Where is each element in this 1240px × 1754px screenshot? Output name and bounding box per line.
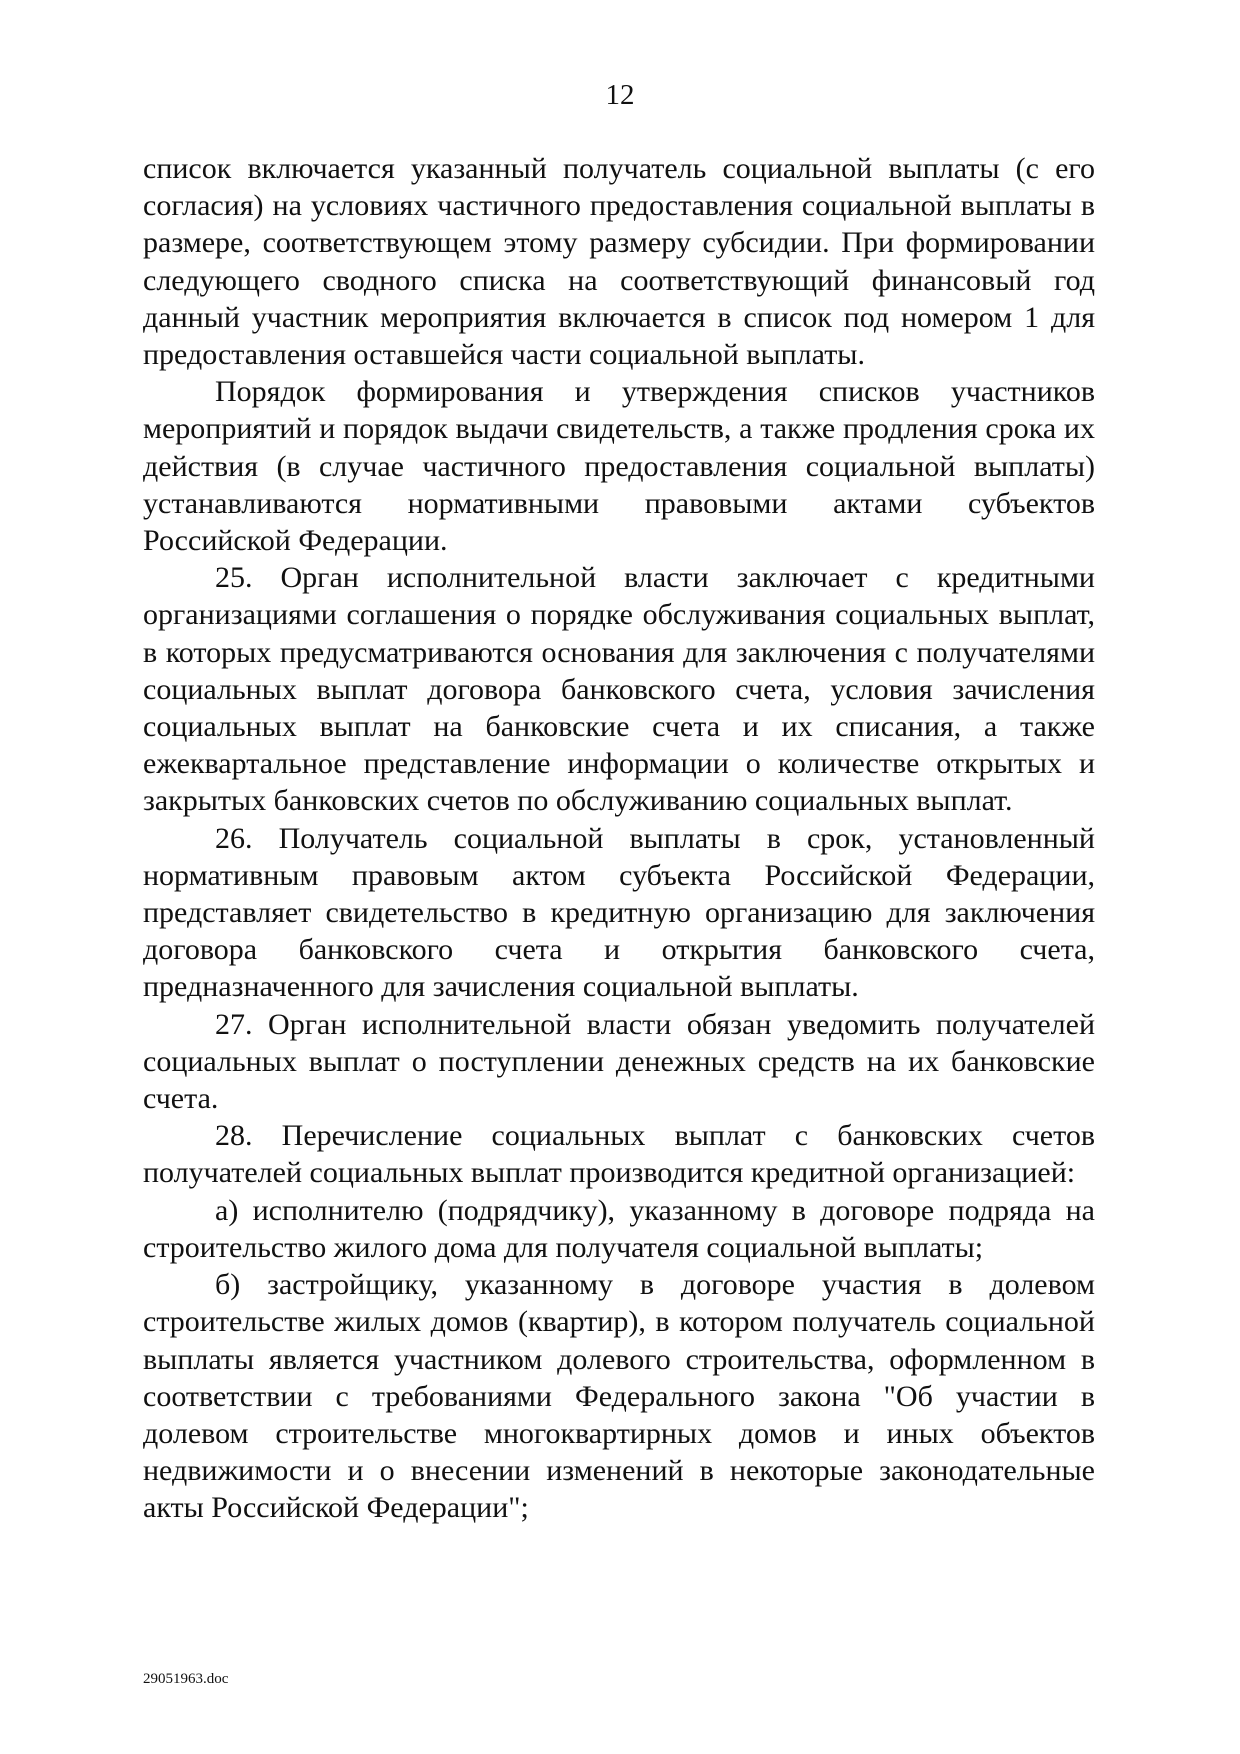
paragraph-28-item-b: б) застройщику, указанному в договоре участия в долевом строительстве жилых домов (квартир), в котором получатель социальной выплаты является участником долевого строительства, оформленном в соответствии с требованиями Федерального закона "Об участии в долевом строительстве многоквартирных домов и иных объектов недвижимости и о внесении изменений в некоторые законодательные акты Российской Федерации"; [143, 1268, 1095, 1525]
paragraph-28: 28. Перечисление социальных выплат с банковских счетов получателей социальных выплат производится кредитной организацией: [143, 1119, 1095, 1190]
paragraph-28-item-a: а) исполнителю (подрядчику), указанному в договоре подряда на строительство жилого дома для получателя социальной выплаты; [143, 1193, 1095, 1264]
document-body [143, 150, 1095, 1527]
paragraph-26: 26. Получатель социальной выплаты в срок, установленный нормативным правовым актом субъекта Российской Федерации, представляет свидетельство в кредитную организацию для заключения договора банковского счета и открытия банковского счета, предназначенного для зачисления социальной выплаты. [143, 821, 1095, 1004]
paragraph-continuation: список включается указанный получатель социальной выплаты (с его согласия) на условиях частичного предоставления социальной выплаты в размере, соответствующем этому размеру субсидии. При формировании следующего сводного списка на соответствующий финансовый год данный участник мероприятия включается в список под номером 1 для предоставления оставшейся части социальной выплаты. [143, 152, 1095, 372]
paragraph-list-procedure: Порядок формирования и утверждения списков участников мероприятий и порядок выдачи свидетельств, а также продления срока их действия (в случае частичного предоставления социальной выплаты) устанавливаются нормативными правовыми актами субъектов Российской Федерации. [143, 375, 1095, 558]
footer-file-name: 29051963.doc [143, 1671, 229, 1687]
paragraph-25: 25. Орган исполнительной власти заключает с кредитными организациями соглашения о порядке обслуживания социальных выплат, в которых предусматриваются основания для заключения с получателями социальных выплат договора банковского счета, условия зачисления социальных выплат на банковские счета и их списания, а также ежеквартальное представление информации о количестве открытых и закрытых банковских счетов по обслуживанию социальных выплат. [143, 561, 1095, 818]
paragraph-27: 27. Орган исполнительной власти обязан уведомить получателей социальных выплат о поступлении денежных средств на их банковские счета. [143, 1007, 1095, 1116]
page-number: 12 [605, 79, 635, 111]
